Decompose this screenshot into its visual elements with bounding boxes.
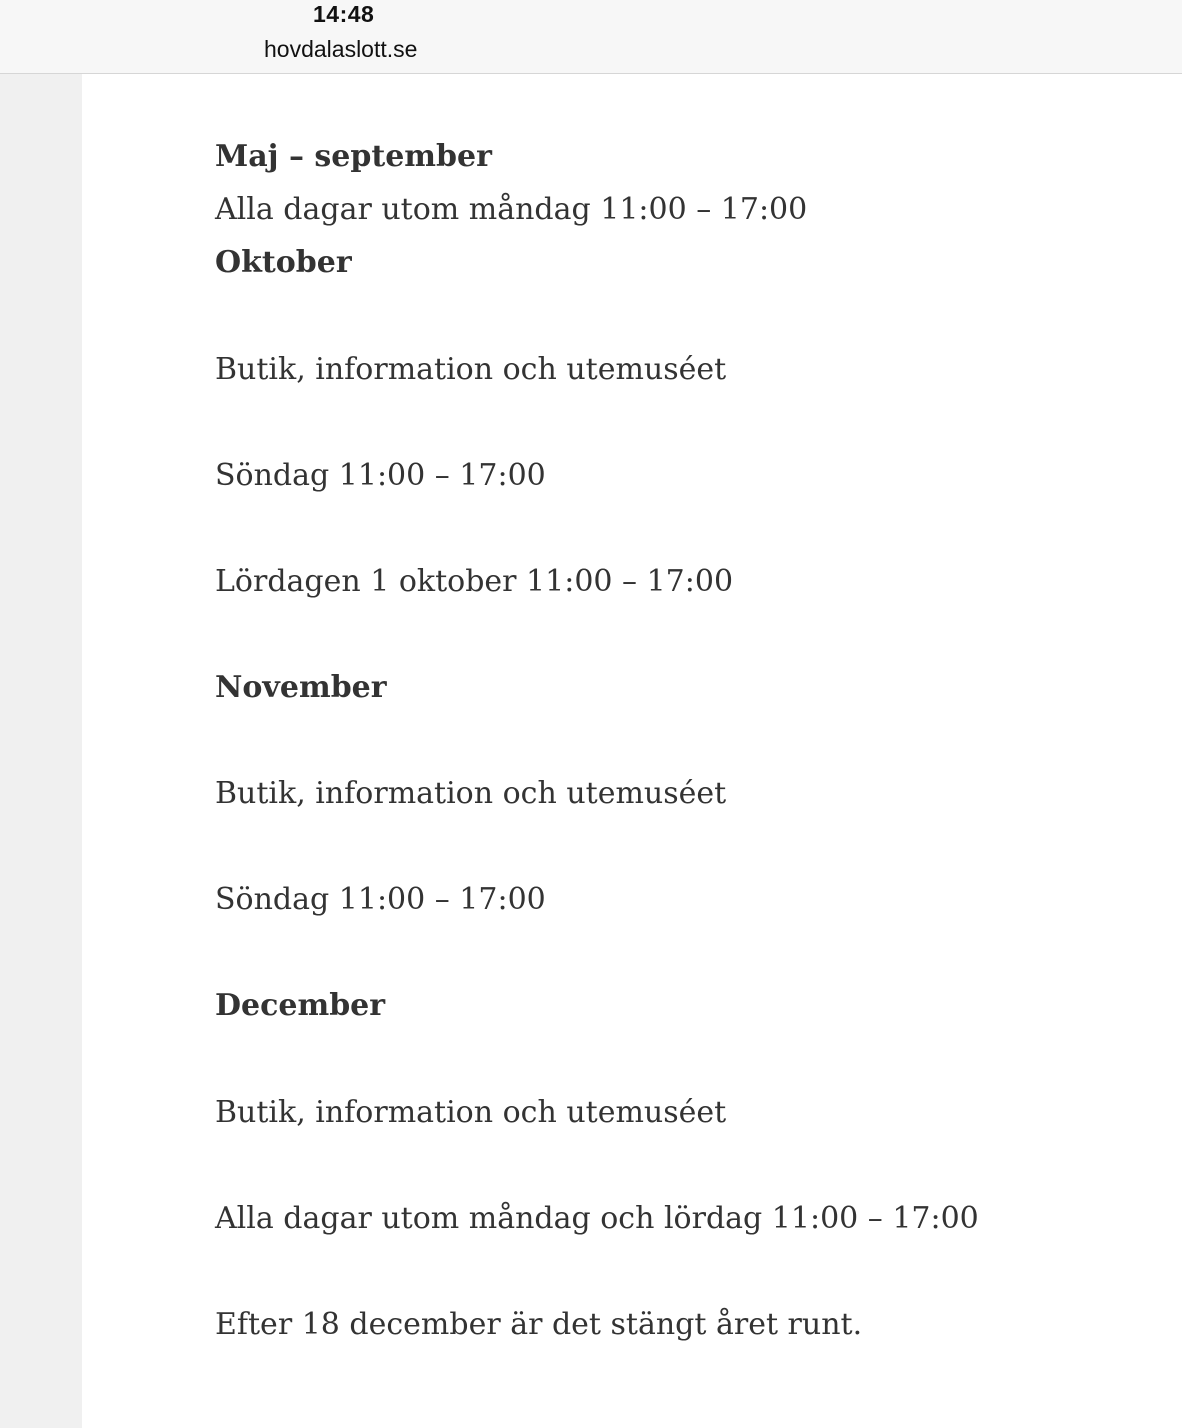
oktober-venues: Butik, information och utemuséet: [215, 352, 727, 387]
left-gutter: [0, 74, 82, 1428]
closed-notice: Efter 18 december är det stängt året runt.: [215, 1307, 863, 1342]
address-bar-url[interactable]: hovdalaslott.se: [264, 36, 418, 62]
december-hours: Alla dagar utom måndag och lördag 11:00 – 17:00: [215, 1201, 979, 1236]
december-venues: Butik, information och utemuséet: [215, 1095, 727, 1130]
oktober-sunday-hours: Söndag 11:00 – 17:00: [215, 458, 546, 493]
heading-november: November: [215, 670, 387, 705]
browser-status-bar: [0, 0, 1182, 74]
heading-december: December: [215, 988, 386, 1023]
heading-oktober: Oktober: [215, 245, 352, 280]
november-venues: Butik, information och utemuséet: [215, 776, 727, 811]
status-clock: 14:48: [313, 1, 375, 27]
hours-maj-september: Alla dagar utom måndag 11:00 – 17:00: [215, 192, 808, 227]
heading-maj-september: Maj – september: [215, 139, 492, 174]
oktober-saturday-hours: Lördagen 1 oktober 11:00 – 17:00: [215, 564, 734, 599]
november-sunday-hours: Söndag 11:00 – 17:00: [215, 882, 546, 917]
